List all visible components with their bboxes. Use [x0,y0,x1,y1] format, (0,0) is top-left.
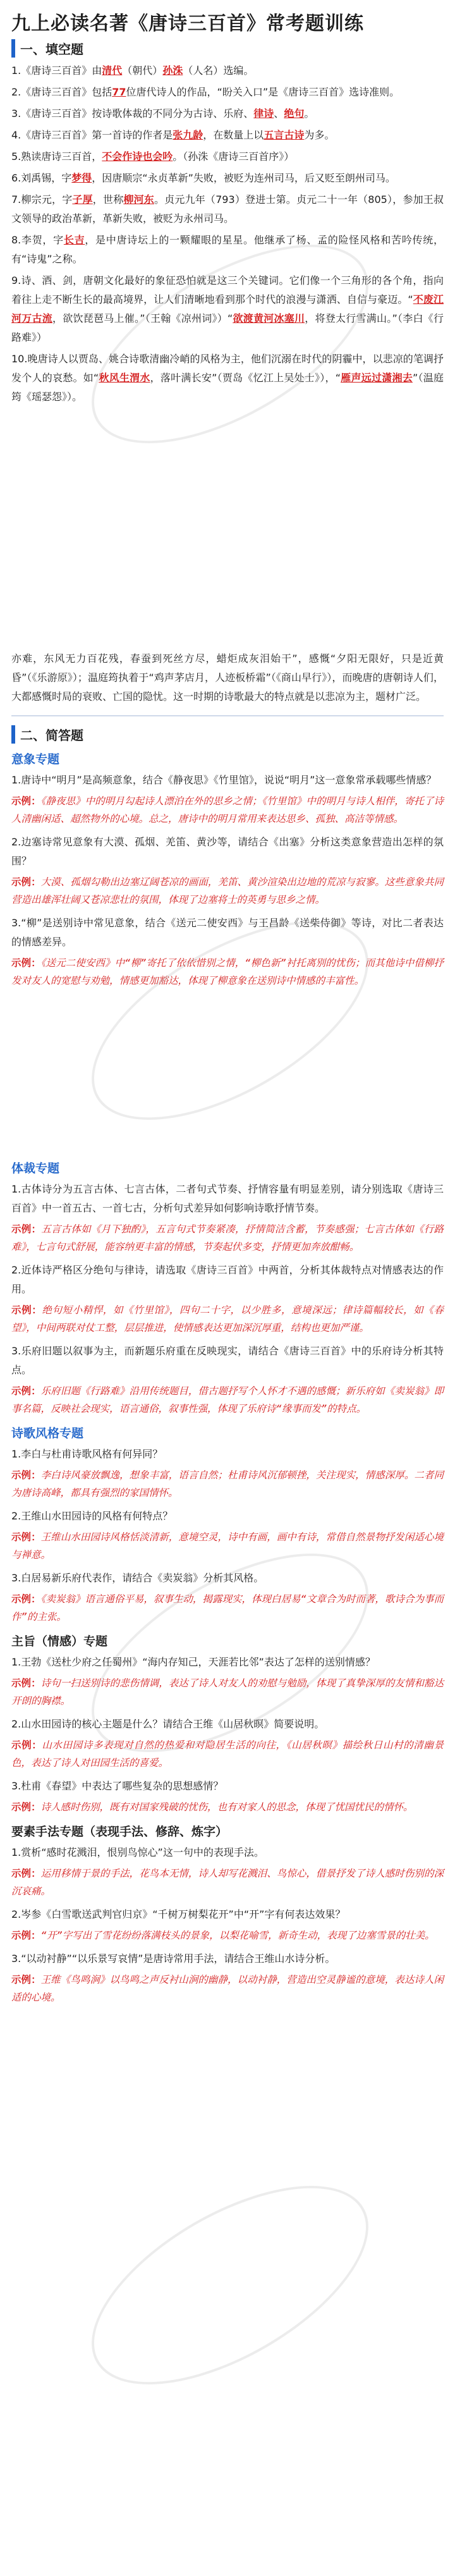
example-text: 五言古体如《月下独酌》，五言句式节奏紧凑，抒情简洁含蓄，节奏感强；七言古体如《行路难》，七言句式舒展，能容纳更丰富的情感，节奏起伏多变，抒情更加奔放酣畅。 [11,1224,444,1253]
question-text: ，世称 [92,193,124,205]
question-text: 7.柳宗元，字 [11,193,73,205]
answer-text: 不会作诗也会吟 [102,150,173,163]
answer-example [11,1301,444,1337]
answer-text: 雁声远过潇湘去 [341,372,413,384]
answer-example [11,954,444,990]
question-text: ”（温庭筠《瑶瑟怨》）。 [11,372,444,403]
example-text: “开”字写出了雪花纷纷落满枝头的景象，以梨花喻雪，新奇生动，表现了边塞雪景的壮美。 [40,1930,435,1941]
example-label: 示例： [11,1930,41,1941]
question-text: ，在数量上以 [203,129,264,141]
question-text: 3.“以动衬静”“以乐景写哀情”是唐诗常用手法，请结合王维山水诗分析。 [11,1953,336,1965]
example-text: 大漠、孤烟勾勒出边塞辽阔苍凉的画面，羌笛、黄沙渲染出边地的荒凉与寂寥。这些意象共同营造出雄浑壮阔又苍凉悲壮的氛围，体现了边塞将士的英勇与思乡之情。 [11,876,444,905]
question-text: 9.诗、酒、剑，唐朝文化最好的象征恐怕就是这三个关键词。它们像一个三角形的各个角，指向着往上走不断生长的最高境界，让人们清晰地看到那个时代的浪漫与潇洒、自信与豪迈。“ [11,274,444,305]
example-label: 示例： [11,1224,42,1235]
question-text: 2.近体诗严格区分绝句与律诗，请选取《唐诗三百首》中两首，分析其体裁特点对情感表达的作用。 [11,1264,444,1295]
watermark-stamp [61,2145,400,2424]
example-label: 示例： [11,795,41,807]
example-text: 王维《鸟鸣涧》以鸟鸣之声反衬山涧的幽静，以动衬静，营造出空灵静谧的意境，表达诗人闲适的心境。 [11,1974,444,2003]
fill-blank-list [11,61,444,407]
answer-text: 绝句 [284,107,305,120]
answer-example [11,1590,444,1626]
answer-text: 长吉 [63,234,85,246]
answer-text: 张九龄 [173,129,203,141]
qa-list-style [11,1445,444,1626]
example-label: 示例： [11,1801,41,1813]
question-text: 3.乐府旧题以叙事为主，而新题乐府重在反映现实，请结合《唐诗三百首》中的乐府诗分析其特点。 [11,1345,444,1376]
question-text: 4.《唐诗三百首》第一首诗的作者是 [11,129,173,141]
question-text: 、 [274,107,284,120]
question-text: 1.唐诗中“明月”是高频意象，结合《静夜思》《竹里馆》，说说“明月”这一意象常承载哪些情感？ [11,774,437,786]
answer-text: 柳河东 [123,193,154,205]
answer-text: 不废江河万古流 [11,293,444,324]
example-text: 绝句短小精悍，如《竹里馆》，四句二十字，以少胜多，意境深远；律诗篇幅较长，如《春望》，中间两联对仗工整，层层推进，使情感表达更加深沉厚重，结构也更加严谨。 [11,1304,444,1334]
fill-blank-item [11,169,444,188]
example-label: 示例： [11,1304,42,1316]
fill-blank-item [11,271,444,347]
blank-space [11,409,444,649]
answer-text: 五言古诗 [264,129,305,141]
sub-heading-style: 诗歌风格专题 [11,1426,84,1440]
question-text: 1.王勃《送杜少府之任蜀州》“海内存知己，天涯若比邻”表达了怎样的送别情感？ [11,1656,375,1668]
example-label: 示例： [11,1677,41,1689]
example-text: 《送元二使安西》中“柳”寄托了依依惜别之情，“柳色新”衬托离别的忧伤；而其他诗中借柳抒发对友人的宽慰与劝勉，情感更加豁达，体现了柳意象在送别诗中情感的丰富性。 [11,957,444,986]
answer-example [11,1528,444,1564]
question-text: ，是中唐诗坛上的一颗耀眼的星星。他继承了杨、孟的险怪风格和苦吟传统，有“诗鬼”之称。 [11,234,444,265]
question-text: （人名）选编。 [183,64,254,77]
question-text: 1.李白与杜甫诗歌风格有何异同？ [11,1448,163,1460]
example-label: 示例： [11,876,41,888]
fill-blank-item [11,231,444,269]
answer-example [11,873,444,909]
question-text: 2.岑参《白雪歌送武判官归京》“千树万树梨花开”中“开”字有何表达效果？ [11,1908,346,1920]
example-label: 示例： [11,957,41,969]
question-text: 位唐代诗人的作品，“盼关入口”是《唐诗三百首》选诗准则。 [126,86,400,98]
question-text: 2.山水田园诗的核心主题是什么？请结合王维《山居秋暝》简要说明。 [11,1718,325,1730]
question-text: 8.李贺，字 [11,234,64,246]
fill-blank-item [11,190,444,228]
question-text: 。（孙洙《唐诗三百首序》） [173,150,294,163]
question-text: 。 [304,107,315,120]
answer-example [11,1674,444,1710]
answer-text: 子厚 [72,193,93,205]
qa-list-technique [11,1843,444,2006]
example-label: 示例： [11,1593,41,1605]
example-text: 王维山水田园诗风格恬淡清新，意境空灵，诗中有画，画中有诗，常借自然景物抒发闲适心境与禅意。 [11,1531,444,1561]
fill-blank-item [11,61,444,80]
example-label: 示例： [11,1385,41,1397]
answer-text: 梦得 [71,172,92,184]
qa-list-imagery [11,771,444,990]
question-text: 3.“柳”是送别诗中常见意象，结合《送元二使安西》与王昌龄《送柴侍御》等诗，对比二者表达的情感差异。 [11,917,444,948]
question-text: 3.白居易新乐府代表作，请结合《卖炭翁》分析其风格。 [11,1572,264,1584]
example-label: 示例： [11,1974,41,1985]
sub-heading-imagery: 意象专题 [11,752,60,766]
example-text: 《卖炭翁》语言通俗平易，叙事生动，揭露现实，体现白居易“文章合为时而著，歌诗合为事而作”的主张。 [11,1593,444,1622]
question-text: 6.刘禹锡，字 [11,172,72,184]
question-text: 为多。 [304,129,335,141]
question-text: 1.《唐诗三百首》由 [11,64,102,77]
answer-example [11,1865,444,1900]
question-text: 3.《唐诗三百首》按诗歌体裁的不同分为古诗、乐府、 [11,107,254,120]
section-divider [11,715,444,716]
answer-example [11,1798,444,1816]
example-text: 诗句一扫送别诗的悲伤情调，表达了诗人对友人的劝慰与勉励，体现了真挚深厚的友情和豁达开朗的胸襟。 [11,1677,444,1707]
fill-blank-item [11,126,444,145]
fill-blank-item [11,83,444,102]
page-title: 九上必读名著《唐诗三百首》常考题训练 [11,13,364,35]
blank-space [11,995,444,1153]
sub-heading-technique: 要素手法专题（表现手法、修辞、炼字） [11,1825,228,1839]
question-text: 3.杜甫《春望》中表达了哪些复杂的思想感情？ [11,1780,224,1792]
question-text: 。贞元九年（793）登进士第。贞元二十一年（805），参加王叔文领导的政治革新，革新失败，被贬为永州司马。 [11,193,444,224]
answer-example [11,1382,444,1418]
qa-list-genre [11,1180,444,1418]
answer-text: 律诗 [253,107,274,120]
question-text: 2.《唐诗三百首》包括 [11,86,112,98]
question-text: 10.晚唐诗人以贾岛、姚合诗歌清幽冷峭的风格为主，他们沉溺在时代的阴霾中，以悲凉的笔调抒发个人的哀愁。如“ [11,353,444,384]
question-text: 1.古体诗分为五言古体、七言古体，二者句式节奏、抒情容量有明显差别，请分别选取《唐诗三百首》中一首五古、一首七古，分析句式差异如何影响诗歌抒情节奏。 [11,1183,444,1214]
example-text: 诗人感时伤别，既有对国家残破的忧伤，也有对家人的思念，体现了忧国忧民的情怀。 [40,1801,413,1813]
question-text: ，落叶满长安”（贾岛《忆江上吴处士》），“ [150,372,341,384]
answer-text: 欲渡黄河冰塞川 [233,312,305,324]
example-text: 运用移情于景的手法，花鸟本无情，诗人却写花溅泪、鸟惊心，借景抒发了诗人感时伤别的深沉哀痛。 [11,1868,444,1897]
example-text: 《静夜思》中的明月勾起诗人漂泊在外的思乡之情；《竹里馆》中的明月与诗人相伴，寄托了诗人清幽闲适、超然物外的心境。总之，唐诗中的明月常用来表达思乡、孤独、高洁等情感。 [11,795,444,825]
sub-heading-genre: 体裁专题 [11,1162,60,1175]
answer-example [11,1220,444,1256]
question-text: 2.边塞诗常见意象有大漠、孤烟、羌笛、黄沙等，请结合《出塞》分析这类意象营造出怎样的氛围？ [11,836,444,867]
answer-example [11,1736,444,1772]
sub-heading-theme: 主旨（情感）专题 [11,1635,108,1648]
fill-blank-item [11,147,444,166]
question-text: ，因唐顺宗“永贞革新”失败，被贬为连州司马，后又贬至朗州司马。 [92,172,396,184]
answer-example [11,1466,444,1502]
answer-example [11,1971,444,2006]
fill-blank-item [11,104,444,123]
section1-heading: 一、填空题 [11,39,444,58]
question-text: （朝代） [122,64,163,77]
section2-heading: 二、简答题 [11,725,444,744]
question-text: 1.赏析“感时花溅泪，恨别鸟惊心”这一句中的表现手法。 [11,1846,264,1858]
example-text: 乐府旧题《行路难》沿用传统题目，借古题抒写个人怀才不遇的感慨；新乐府如《卖炭翁》即事名篇，反映社会现实，语言通俗，叙事性强，体现了乐府诗“缘事而发”的特点。 [11,1385,444,1414]
question-text: 2.王维山水田园诗的风格有何特点？ [11,1510,173,1522]
answer-text: 秋风生渭水 [99,372,150,384]
example-label: 示例： [11,1531,41,1543]
example-label: 示例： [11,1739,42,1751]
example-text: 李白诗风豪放飘逸，想象丰富，语言自然；杜甫诗风沉郁顿挫，关注现实，情感深厚。二者同为唐诗高峰，都具有强烈的家国情怀。 [11,1469,444,1499]
answer-text: 孙洙 [162,64,183,77]
fill-blank-item [11,350,444,407]
example-text: 山水田园诗多表现对自然的热爱和对隐居生活的向往，《山居秋暝》描绘秋日山村的清幽景色，表达了诗人对田园生活的喜爱。 [11,1739,444,1769]
example-label: 示例： [11,1469,41,1481]
continuation-paragraph: 亦难，东风无力百花残，春蚕到死丝方尽，蜡炬成灰泪始干”，感慨“夕阳无限好，只是近黄昏”（《乐游原》）；温庭筠执着于“鸡声茅店月，人迹板桥霜”（《商山早行》），而晚唐的唐朝诗人们，大都感慨时局的衰败、亡国的隐忧。这一时期的诗歌最大的特点就是以悲凉为主，题材广泛。 [11,653,444,702]
example-label: 示例： [11,1868,41,1879]
answer-example [11,792,444,828]
qa-list-theme [11,1653,444,1816]
answer-text: 清代 [102,64,123,77]
answer-example [11,1927,444,1944]
question-text: 5.熟读唐诗三百首， [11,150,102,163]
question-text: ，欲饮琵琶马上催。”（王翰《凉州词》）“ [52,312,233,324]
question-text: ，将登太行雪满山。”（李白《行路难》） [11,312,444,343]
answer-text: 77 [112,86,126,98]
